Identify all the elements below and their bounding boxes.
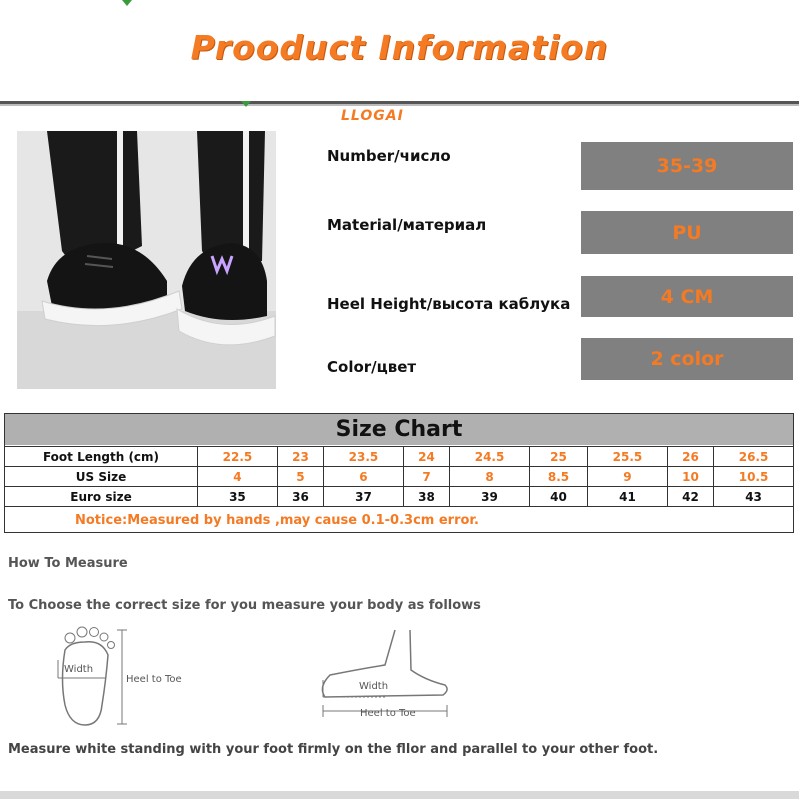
measure-instruction: Measure white standing with your foot firmly on the fllor and parallel to your other foot. <box>8 742 659 757</box>
spec-label-color: Color/цвет <box>327 358 417 376</box>
table-cell: 10.5 <box>714 467 794 487</box>
spec-value-color: 2 color <box>581 338 793 380</box>
page-title: Prooduct Information <box>190 28 609 67</box>
table-cell: 8 <box>450 467 530 487</box>
row-header: Euro size <box>5 487 198 507</box>
size-chart-title: Size Chart <box>5 414 793 445</box>
sneaker-illustration <box>17 131 276 389</box>
table-cell: 5 <box>277 467 323 487</box>
table-cell: 25 <box>529 447 587 467</box>
table-cell: 37 <box>324 487 404 507</box>
table-cell: 26 <box>667 447 713 467</box>
foot-top-view-diagram <box>40 620 182 730</box>
bottom-bar <box>0 791 799 799</box>
spec-label-heel-height: Heel Height/высота каблука <box>327 295 571 313</box>
table-cell: 26.5 <box>714 447 794 467</box>
table-cell: 35 <box>198 487 278 507</box>
table-row-us-size <box>5 467 794 487</box>
table-cell: 24.5 <box>450 447 530 467</box>
table-cell: 7 <box>403 467 449 487</box>
spec-label-number: Number/число <box>327 147 451 165</box>
table-cell: 43 <box>714 487 794 507</box>
table-cell: 9 <box>588 467 668 487</box>
table-cell: 36 <box>277 487 323 507</box>
table-cell: 38 <box>403 487 449 507</box>
width-label-side: Width <box>359 681 389 692</box>
heel-to-toe-label-side: Heel to Toe <box>360 708 416 719</box>
table-cell: 23 <box>277 447 323 467</box>
measure-subheading: To Choose the correct size for you measure your body as follows <box>8 598 481 613</box>
spec-label-material: Material/материал <box>327 216 487 234</box>
table-row-euro-size <box>5 487 794 507</box>
table-row-foot-length <box>5 447 794 467</box>
heel-to-toe-label: Heel to Toe <box>126 674 182 685</box>
table-cell: 24 <box>403 447 449 467</box>
table-cell: 40 <box>529 487 587 507</box>
foot-side-view-diagram <box>315 625 460 723</box>
product-photo <box>17 131 276 389</box>
width-label: Width <box>64 664 94 675</box>
row-header: US Size <box>5 467 198 487</box>
brand-name: LLOGAI <box>341 108 404 124</box>
spec-value-heel-height: 4 CM <box>581 276 793 317</box>
table-cell: 10 <box>667 467 713 487</box>
table-cell: 6 <box>324 467 404 487</box>
spec-value-number: 35-39 <box>581 142 793 190</box>
table-cell: 22.5 <box>198 447 278 467</box>
header-divider-shadow <box>0 104 799 106</box>
table-cell: 42 <box>667 487 713 507</box>
measure-heading: How To Measure <box>8 556 128 571</box>
spec-value-material: PU <box>581 211 793 254</box>
table-cell: 39 <box>450 487 530 507</box>
row-header: Foot Length (cm) <box>5 447 198 467</box>
table-cell: 23.5 <box>324 447 404 467</box>
size-table <box>4 446 794 507</box>
decorative-mark <box>241 101 251 107</box>
size-chart-notice: Notice:Measured by hands ,may cause 0.1-0.3cm error. <box>75 513 479 528</box>
decorative-mark <box>122 0 132 6</box>
table-cell: 41 <box>588 487 668 507</box>
table-cell: 25.5 <box>588 447 668 467</box>
table-cell: 4 <box>198 467 278 487</box>
table-cell: 8.5 <box>529 467 587 487</box>
